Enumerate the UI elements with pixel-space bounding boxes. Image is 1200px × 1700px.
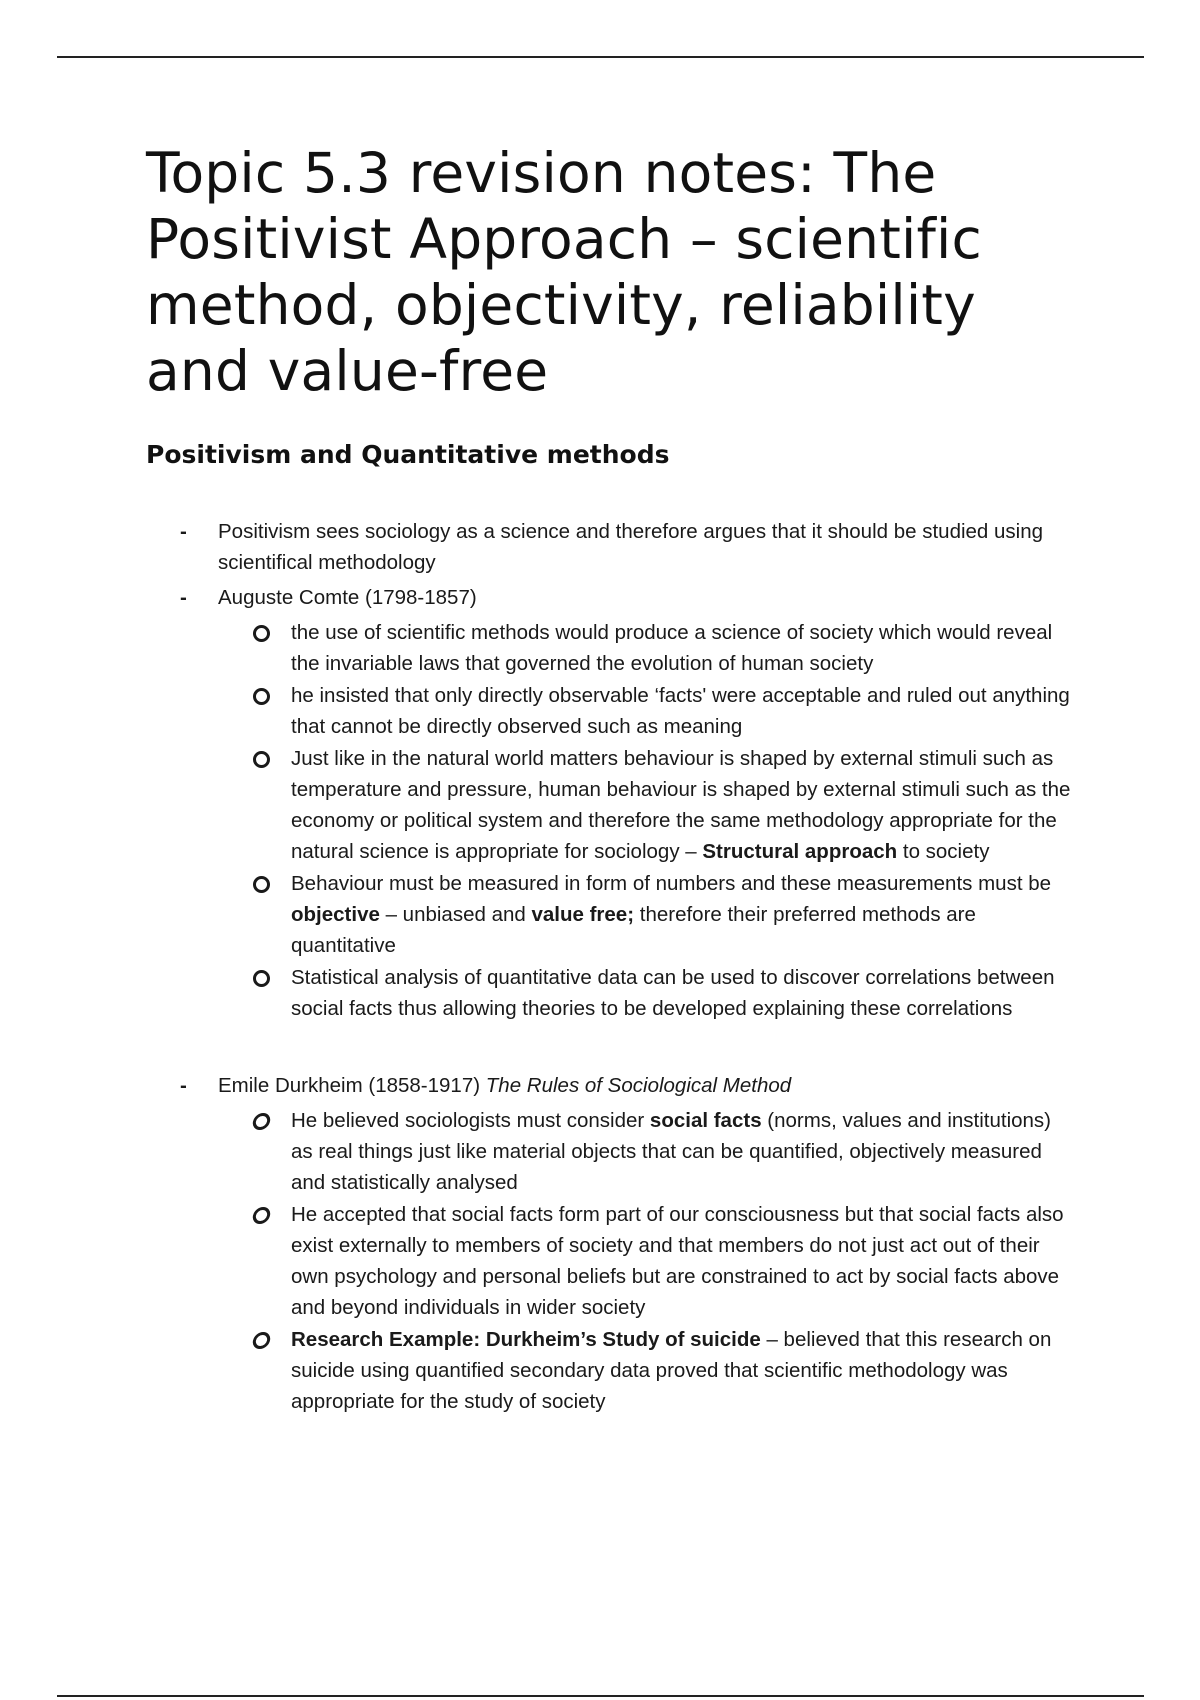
bullet-text-part: to society	[897, 840, 990, 863]
list-item	[180, 516, 1076, 578]
bullet-text: He accepted that social facts form part of our consciousness but that social facts also exist externally to members of society and that members do not just act out of their own psychology and personal beliefs but are constrained to act by social facts above and beyond individuals in wider society	[291, 1203, 1064, 1319]
dash-bullet-icon: -	[180, 586, 187, 609]
dash-bullet-icon: -	[180, 1074, 187, 1097]
list-item	[291, 680, 1076, 742]
bullet-text-part: He believed sociologists must consider	[291, 1109, 650, 1132]
bullet-text: Positivism sees sociology as a science and therefore argues that it should be studied using scientifical methodology	[218, 520, 1044, 574]
footer-rule	[57, 1695, 1144, 1697]
book-title: The Rules of Sociological Method	[485, 1074, 792, 1097]
bold-term: objective	[291, 903, 380, 926]
list-item	[291, 1199, 1076, 1323]
circle-bullet-icon	[253, 625, 270, 642]
bold-term: value free;	[531, 903, 635, 926]
dash-bullet-icon: -	[180, 520, 187, 543]
list-item	[180, 1070, 1076, 1417]
bullet-text: the use of scientific methods would produce a science of society which would reveal the invariable laws that governed the evolution of human society	[291, 621, 1053, 675]
bullet-text-part: Just like in the natural world matters behaviour is shaped by external stimuli such as temperature and pressure, human behaviour is shaped by external stimuli such as the economy or political system and therefore the same methodology appropriate for the natural science is appropriate for sociology –	[291, 747, 1071, 863]
document-body	[146, 140, 1076, 1421]
list-item	[291, 962, 1076, 1024]
header-rule	[57, 56, 1144, 58]
list-item	[291, 743, 1076, 867]
list-item	[291, 1105, 1076, 1198]
bold-term: social facts	[649, 1109, 762, 1132]
bold-term: Research Example: Durkheim’s Study of suicide	[291, 1328, 761, 1351]
circle-bullet-icon	[253, 751, 270, 768]
circle-bullet-icon	[253, 970, 270, 987]
list-item	[291, 868, 1076, 961]
main-bullet-list	[146, 516, 1076, 1417]
bullet-text-part: therefore their preferred methods are quantitative	[291, 903, 976, 957]
circle-bullet-icon	[251, 1207, 272, 1224]
comte-sub-list	[218, 617, 1076, 1024]
bullet-text: Statistical analysis of quantitative data can be used to discover correlations between social facts thus allowing theories to be developed explaining these correlations	[291, 966, 1055, 1020]
bullet-text-part: (norms, values and institutions) as real things just like material objects that can be quantified, objectively measured and statistically analysed	[291, 1109, 1051, 1194]
list-item	[180, 582, 1076, 1024]
list-item	[291, 1324, 1076, 1417]
bold-term: Structural approach	[702, 840, 898, 863]
section-heading: Positivism and Quantitative methods	[146, 440, 670, 469]
bullet-text-part: Behaviour must be measured in form of numbers and these measurements must be	[291, 872, 1052, 895]
bullet-text-part: – unbiased and	[379, 903, 532, 926]
circle-bullet-icon	[253, 876, 270, 893]
document-title: Topic 5.3 revision notes: The Positivist Approach – scientific method, objectivity, reliability and value-free	[146, 141, 982, 403]
bullet-text-part: Emile Durkheim (1858-1917)	[218, 1074, 486, 1097]
list-item	[291, 617, 1076, 679]
bullet-text: he insisted that only directly observable ‘facts' were acceptable and ruled out anything that cannot be directly observed such as meaning	[291, 684, 1070, 738]
bullet-text: Auguste Comte (1798-1857)	[218, 586, 477, 609]
circle-bullet-icon	[251, 1332, 272, 1349]
durkheim-sub-list	[218, 1105, 1076, 1417]
circle-bullet-icon	[251, 1113, 272, 1130]
bullet-text-part: – believed that this research on suicide using quantified secondary data proved that scientific methodology was appropriate for the study of society	[291, 1328, 1052, 1413]
circle-bullet-icon	[253, 688, 270, 705]
